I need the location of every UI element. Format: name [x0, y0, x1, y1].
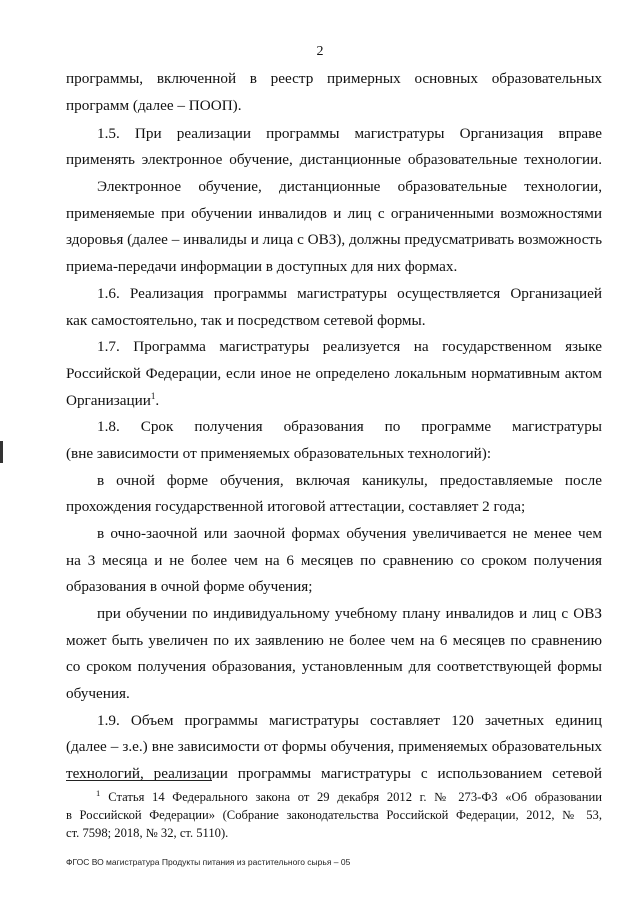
- document-footer-caption: ФГОС ВО магистратура Продукты питания из растительного сырья – 05: [66, 857, 351, 867]
- footnote-line: [96, 789, 602, 806]
- text-fragment: .: [155, 392, 160, 409]
- text-fragment: Организации: [66, 392, 151, 409]
- text-line: здоровья (далее – инвалиды и лица с ОВЗ), должны предусматривать возможность: [66, 231, 602, 248]
- text-line: обучения.: [66, 685, 130, 702]
- text-line: (далее – з.е.) вне зависимости от формы обучения, применяемых образовательных: [66, 738, 602, 755]
- text-line: приема-передачи информации в доступных для них формах.: [66, 258, 458, 275]
- text-line-with-footnote: [66, 391, 602, 411]
- footnote-divider: [66, 780, 212, 781]
- text-line: со сроком получения образования, установленным для соответствующей формы: [66, 658, 602, 675]
- scan-edge-mark: [0, 441, 3, 463]
- text-line: программы, включенной в реестр примерных основных образовательных: [66, 70, 602, 87]
- text-line: 1.8. Срок получения образования по программе магистратуры: [97, 418, 602, 435]
- text-line: применяемые при обучении инвалидов и лиц с ограниченными возможностями: [66, 205, 602, 222]
- text-line: 1.5. При реализации программы магистратуры Организация вправе: [97, 125, 602, 142]
- text-line: 1.7. Программа магистратуры реализуется на государственном языке: [97, 338, 602, 355]
- footnote-line: в Российской Федерации» (Собрание законодательства Российской Федерации, 2012, № 53,: [66, 808, 602, 822]
- text-line: Электронное обучение, дистанционные образовательные технологии,: [97, 178, 602, 195]
- page-number: 2: [316, 44, 324, 59]
- text-line: в очной форме обучения, включая каникулы, предоставляемые после: [97, 472, 602, 489]
- text-line: применять электронное обучение, дистанционные образовательные технологии.: [66, 151, 602, 168]
- text-line: может быть увеличен по их заявлению не более чем на 6 месяцев по сравнению: [66, 632, 602, 649]
- footnote-reference: 1: [150, 391, 156, 401]
- text-line: Российской Федерации, если иное не определено локальным нормативным актом: [66, 365, 602, 382]
- text-line: в очно-заочной или заочной формах обучения увеличивается не менее чем: [97, 525, 602, 542]
- text-line: 1.6. Реализация программы магистратуры осуществляется Организацией: [97, 285, 602, 302]
- footnote-text: Статья 14 Федерального закона от 29 декабря 2012 г. № 273-ФЗ «Об образовании: [108, 790, 602, 804]
- text-line: технологий, реализации программы магистратуры с использованием сетевой: [66, 765, 602, 782]
- text-line: программ (далее – ПООП).: [66, 97, 242, 114]
- text-line: на 3 месяца и не более чем на 6 месяцев по сравнению со сроком получения: [66, 552, 602, 569]
- text-line: как самостоятельно, так и посредством сетевой формы.: [66, 312, 426, 329]
- text-line: 1.9. Объем программы магистратуры составляет 120 зачетных единиц: [97, 712, 602, 729]
- footnote-line: ст. 7598; 2018, № 32, ст. 5110).: [66, 826, 229, 840]
- text-line: образования в очной форме обучения;: [66, 578, 313, 595]
- footnote-mark: 1: [96, 788, 101, 798]
- text-line: прохождения государственной итоговой аттестации, составляет 2 года;: [66, 498, 526, 515]
- text-line: при обучении по индивидуальному учебному плану инвалидов и лиц с ОВЗ: [97, 605, 602, 622]
- text-line: (вне зависимости от применяемых образовательных технологий):: [66, 445, 492, 462]
